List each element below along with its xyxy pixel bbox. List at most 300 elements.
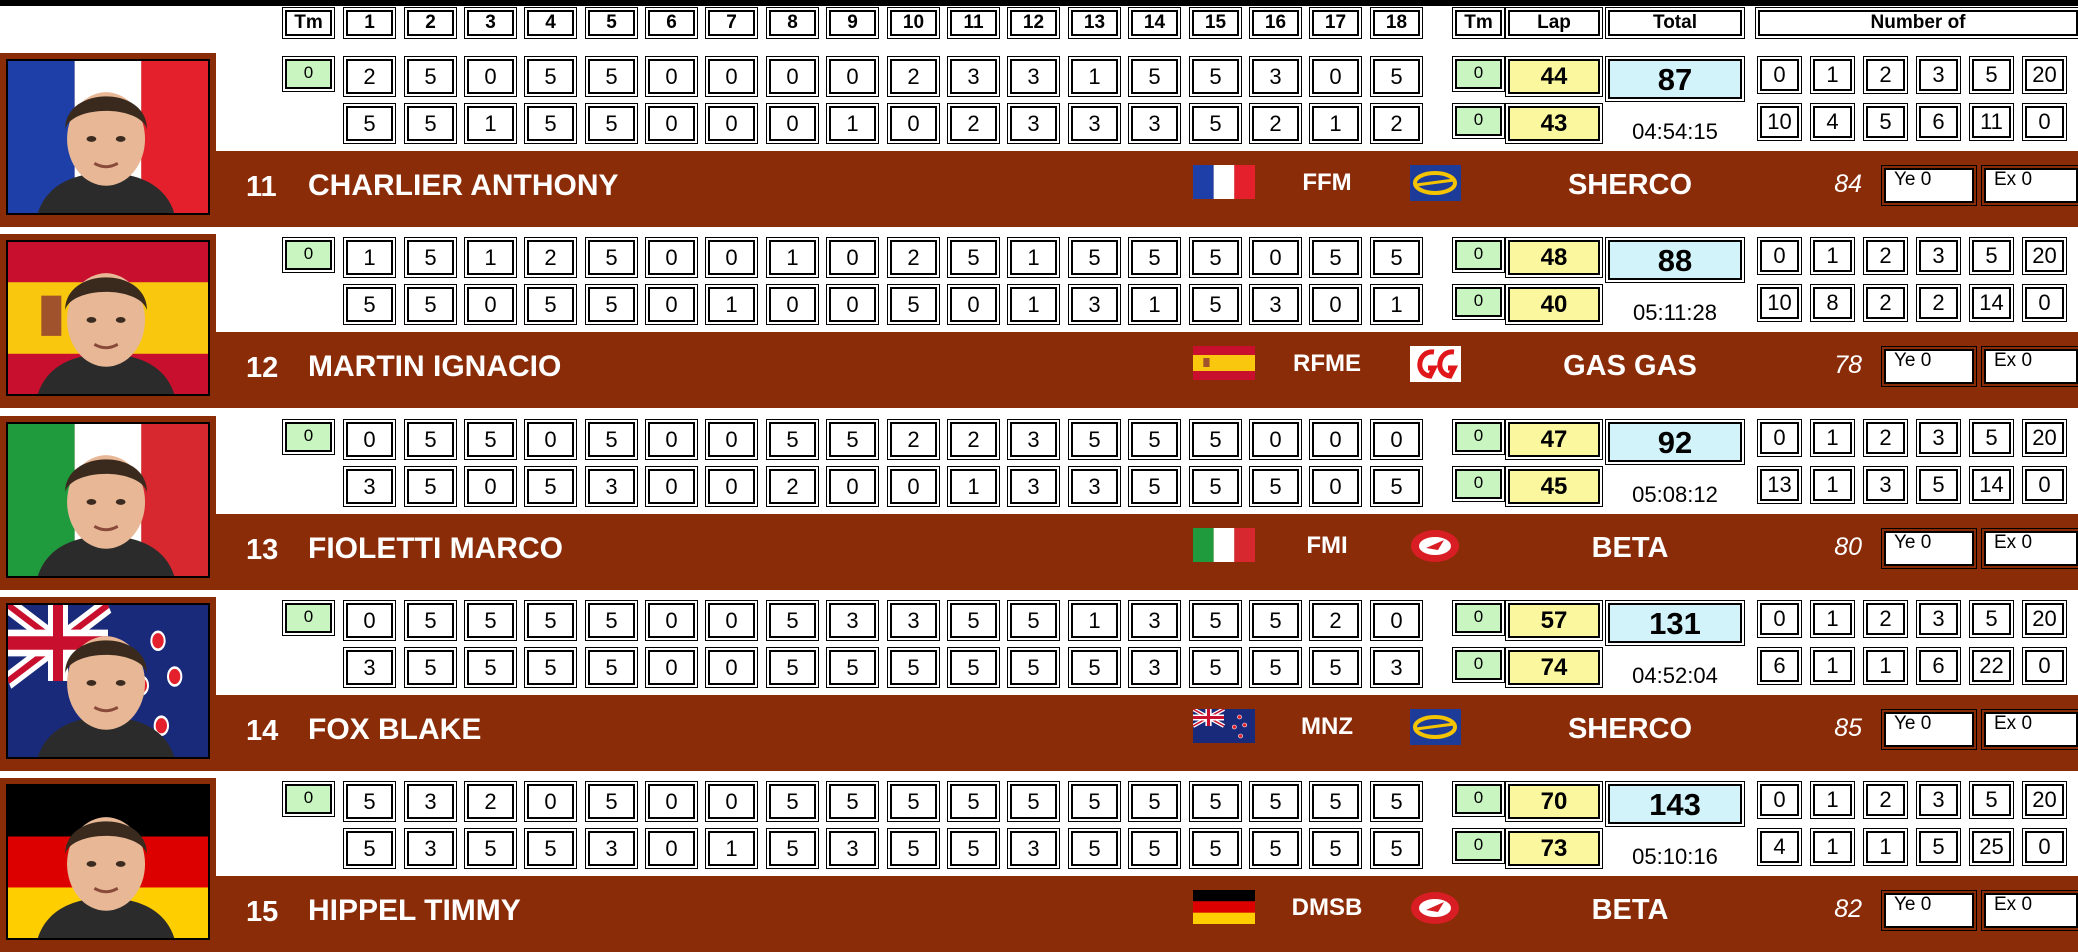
- brand-name: BETA: [1591, 894, 1669, 926]
- count-value: 5: [1919, 469, 1958, 501]
- lap1-section-score: 5: [1192, 422, 1239, 457]
- header-section-12: 12: [1010, 10, 1057, 36]
- lap2-section-score: 5: [407, 106, 454, 141]
- lap2-section-score: 0: [890, 106, 937, 141]
- lap1-section-score: 0: [648, 422, 695, 457]
- count-value: 4: [1760, 831, 1799, 863]
- count-label-5: 5: [1972, 784, 2011, 816]
- ride-time: 05:11:28: [1632, 300, 1717, 325]
- lap2-section-score: 0: [1312, 287, 1359, 322]
- count-value: 0: [2025, 469, 2064, 501]
- rider-face-image: [8, 605, 208, 757]
- count-label-5: 5: [1972, 240, 2011, 272]
- lap1-section-score: 5: [769, 603, 816, 638]
- lap1-section-score: 5: [1131, 422, 1178, 457]
- lap2-section-score: 0: [648, 106, 695, 141]
- lap2-section-score: 3: [346, 469, 393, 504]
- lap2-section-score: 5: [527, 106, 574, 141]
- lap1-section-score: 5: [1071, 422, 1118, 457]
- lap1-section-score: 5: [1192, 240, 1239, 275]
- lap1-section-score: 0: [1373, 603, 1420, 638]
- lap2-section-score: 5: [1252, 650, 1299, 685]
- count-label-0: 0: [1760, 603, 1799, 635]
- lap2-section-score: 0: [708, 469, 755, 504]
- grand-total-cell: 131: [1608, 603, 1742, 643]
- count-value: 11: [1972, 106, 2011, 138]
- lap2-section-score: 0: [890, 469, 937, 504]
- lap1-tm-cell: 0: [285, 240, 332, 270]
- count-label-5: 5: [1972, 422, 2011, 454]
- lap2-section-score: 1: [829, 106, 876, 141]
- lap2-section-score: 0: [769, 106, 816, 141]
- exclusion-count: Ex 0: [1984, 531, 2078, 566]
- lap1-section-score: 0: [648, 59, 695, 94]
- lap1-tm2-cell: 0: [1455, 422, 1502, 452]
- top-bar: [0, 0, 2078, 6]
- lap2-section-score: 0: [467, 469, 514, 504]
- rider-photo: [6, 784, 210, 940]
- lap1-tm2-cell: 0: [1455, 603, 1502, 633]
- lap2-section-score: 5: [1010, 650, 1057, 685]
- rider-face-image: [8, 424, 208, 576]
- sherco-logo-icon: [1408, 707, 1463, 747]
- count-value: 8: [1813, 287, 1852, 319]
- rider-number: 12: [246, 352, 279, 384]
- count-label-20: 20: [2025, 59, 2064, 91]
- lap1-section-score: 5: [527, 603, 574, 638]
- lap2-section-score: 5: [1312, 650, 1359, 685]
- yellow-count: Ye 0: [1884, 168, 1974, 203]
- count-value: 5: [1919, 831, 1958, 863]
- lap1-section-score: 1: [346, 240, 393, 275]
- lap2-section-score: 5: [1252, 469, 1299, 504]
- lap2-section-score: 0: [829, 287, 876, 322]
- count-label-3: 3: [1919, 240, 1958, 272]
- lap1-section-score: 5: [407, 240, 454, 275]
- count-label-3: 3: [1919, 603, 1958, 635]
- lap1-section-score: 1: [467, 240, 514, 275]
- lap2-section-score: 0: [648, 831, 695, 866]
- lap2-section-score: 2: [1252, 106, 1299, 141]
- lap1-section-score: 0: [708, 59, 755, 94]
- lap2-total-cell: 74: [1508, 650, 1600, 685]
- lap1-section-score: 5: [1010, 603, 1057, 638]
- rider-points: 78: [1834, 351, 1862, 379]
- lap2-section-score: 5: [829, 650, 876, 685]
- rider-points: 84: [1834, 170, 1862, 198]
- rider-points: 82: [1834, 895, 1862, 923]
- lap1-section-score: 0: [527, 422, 574, 457]
- count-label-20: 20: [2025, 603, 2064, 635]
- lap1-section-score: 5: [1131, 240, 1178, 275]
- lap2-section-score: 5: [1071, 831, 1118, 866]
- lap1-section-score: 5: [527, 59, 574, 94]
- lap2-section-score: 1: [1131, 287, 1178, 322]
- header-section-7: 7: [708, 10, 755, 36]
- lap1-tm-cell: 0: [285, 422, 332, 452]
- lap1-section-score: 5: [829, 784, 876, 819]
- lap2-section-score: 5: [1373, 831, 1420, 866]
- exclusion-count: Ex 0: [1984, 168, 2078, 203]
- beta-logo-icon: [1408, 888, 1463, 928]
- count-value: 1: [1813, 831, 1852, 863]
- lap2-section-score: 5: [890, 650, 937, 685]
- lap1-section-score: 5: [1373, 784, 1420, 819]
- lap1-section-score: 0: [346, 422, 393, 457]
- rider-face-image: [8, 242, 208, 394]
- lap1-section-score: 5: [1010, 784, 1057, 819]
- rider-number: 14: [246, 715, 279, 747]
- federation: FFM: [1302, 169, 1352, 196]
- exclusion-count: Ex 0: [1984, 893, 2078, 928]
- lap1-section-score: 5: [588, 240, 635, 275]
- count-value: 0: [2025, 287, 2064, 319]
- lap2-section-score: 0: [648, 650, 695, 685]
- count-label-2: 2: [1866, 240, 1905, 272]
- lap1-total-cell: 48: [1508, 240, 1600, 275]
- count-value: 5: [1866, 106, 1905, 138]
- header-lap: Lap: [1508, 10, 1600, 36]
- count-label-1: 1: [1813, 59, 1852, 91]
- count-value: 10: [1760, 106, 1799, 138]
- grand-total-cell: 87: [1608, 59, 1742, 99]
- lap1-section-score: 5: [1192, 784, 1239, 819]
- lap1-section-score: 0: [708, 784, 755, 819]
- lap1-total-cell: 57: [1508, 603, 1600, 638]
- brand-name: SHERCO: [1567, 169, 1693, 201]
- lap1-section-score: 2: [890, 240, 937, 275]
- lap1-section-score: 5: [1252, 784, 1299, 819]
- header-section-11: 11: [950, 10, 997, 36]
- rider-photo: [6, 603, 210, 759]
- lap1-section-score: 2: [346, 59, 393, 94]
- lap1-section-score: 5: [407, 603, 454, 638]
- lap2-section-score: 5: [769, 831, 816, 866]
- lap1-section-score: 5: [829, 422, 876, 457]
- lap2-section-score: 5: [346, 106, 393, 141]
- lap2-section-score: 1: [1373, 287, 1420, 322]
- germany-flag-icon: [1193, 890, 1255, 924]
- header-section-3: 3: [467, 10, 514, 36]
- rider-name: CHARLIER ANTHONY: [308, 169, 619, 202]
- lap2-section-score: 5: [588, 287, 635, 322]
- lap1-section-score: 0: [829, 59, 876, 94]
- lap1-section-score: 0: [769, 59, 816, 94]
- lap2-section-score: 5: [467, 650, 514, 685]
- lap1-section-score: 0: [708, 422, 755, 457]
- lap2-section-score: 3: [1071, 469, 1118, 504]
- lap1-section-score: 3: [407, 784, 454, 819]
- lap1-section-score: 5: [588, 59, 635, 94]
- lap1-section-score: 3: [829, 603, 876, 638]
- lap2-section-score: 5: [1131, 831, 1178, 866]
- count-label-0: 0: [1760, 59, 1799, 91]
- lap2-section-score: 0: [708, 106, 755, 141]
- header-section-8: 8: [769, 10, 816, 36]
- lap2-section-score: 5: [1071, 650, 1118, 685]
- lap1-section-score: 0: [648, 784, 695, 819]
- lap2-section-score: 1: [467, 106, 514, 141]
- lap2-section-score: 5: [467, 831, 514, 866]
- count-value: 0: [2025, 106, 2064, 138]
- header-tm: Tm: [285, 10, 332, 36]
- rider-number: 13: [246, 534, 279, 566]
- ride-time: 05:08:12: [1632, 482, 1718, 507]
- lap1-section-score: 0: [1312, 59, 1359, 94]
- header-total: Total: [1608, 10, 1742, 36]
- lap1-section-score: 5: [588, 603, 635, 638]
- lap1-section-score: 2: [527, 240, 574, 275]
- lap2-section-score: 5: [346, 287, 393, 322]
- lap1-section-score: 0: [1373, 422, 1420, 457]
- lap1-section-score: 2: [890, 59, 937, 94]
- lap1-section-score: 5: [1312, 784, 1359, 819]
- lap2-section-score: 1: [1010, 287, 1057, 322]
- lap2-tm2-cell: 0: [1455, 469, 1502, 499]
- header-tm2: Tm: [1455, 10, 1502, 36]
- beta-logo-icon: [1408, 526, 1463, 566]
- brand-name: SHERCO: [1567, 713, 1693, 745]
- lap1-section-score: 5: [1312, 240, 1359, 275]
- ride-time: 05:10:16: [1632, 844, 1718, 869]
- yellow-count: Ye 0: [1884, 349, 1974, 384]
- lap2-section-score: 3: [1010, 831, 1057, 866]
- rider-photo: [6, 240, 210, 396]
- lap1-section-score: 5: [1373, 59, 1420, 94]
- lap1-section-score: 1: [1010, 240, 1057, 275]
- lap2-section-score: 3: [588, 831, 635, 866]
- lap1-section-score: 5: [588, 784, 635, 819]
- lap1-section-score: 5: [467, 603, 514, 638]
- exclusion-count: Ex 0: [1984, 349, 2078, 384]
- federation: FMI: [1306, 532, 1348, 559]
- lap1-section-score: 5: [407, 422, 454, 457]
- rider-row: [0, 778, 2078, 952]
- lap2-tm2-cell: 0: [1455, 287, 1502, 317]
- lap1-total-cell: 44: [1508, 59, 1600, 94]
- header-section-5: 5: [588, 10, 635, 36]
- lap2-section-score: 0: [829, 469, 876, 504]
- brand-name: BETA: [1591, 532, 1669, 564]
- lap1-section-score: 2: [950, 422, 997, 457]
- count-label-2: 2: [1866, 603, 1905, 635]
- count-value: 2: [1866, 287, 1905, 319]
- count-value: 3: [1866, 469, 1905, 501]
- lap1-tm-cell: 0: [285, 784, 332, 814]
- lap2-section-score: 5: [890, 831, 937, 866]
- lap2-section-score: 5: [890, 287, 937, 322]
- header-section-9: 9: [829, 10, 876, 36]
- count-label-1: 1: [1813, 784, 1852, 816]
- lap1-section-score: 3: [890, 603, 937, 638]
- lap1-section-score: 3: [1252, 59, 1299, 94]
- count-label-3: 3: [1919, 784, 1958, 816]
- lap1-section-score: 3: [1131, 603, 1178, 638]
- count-value: 14: [1972, 469, 2011, 501]
- rider-points: 85: [1834, 714, 1862, 742]
- count-label-2: 2: [1866, 784, 1905, 816]
- lap1-section-score: 5: [1373, 240, 1420, 275]
- header-section-4: 4: [527, 10, 574, 36]
- lap1-section-score: 0: [708, 603, 755, 638]
- rider-number: 15: [246, 896, 279, 928]
- grand-total-cell: 143: [1608, 784, 1742, 824]
- lap1-section-score: 0: [467, 59, 514, 94]
- count-value: 25: [1972, 831, 2011, 863]
- count-value: 6: [1919, 650, 1958, 682]
- lap2-section-score: 3: [346, 650, 393, 685]
- lap1-tm2-cell: 0: [1455, 784, 1502, 814]
- rider-name: MARTIN IGNACIO: [308, 350, 562, 383]
- count-value: 6: [1919, 106, 1958, 138]
- rider-points: 80: [1834, 533, 1862, 561]
- lap2-section-score: 3: [1131, 106, 1178, 141]
- lap2-section-score: 5: [950, 831, 997, 866]
- federation: DMSB: [1291, 894, 1363, 921]
- lap2-total-cell: 40: [1508, 287, 1600, 322]
- rider-row: [0, 53, 2078, 227]
- yellow-count: Ye 0: [1884, 531, 1974, 566]
- rider-row: [0, 416, 2078, 590]
- lap1-section-score: 5: [467, 422, 514, 457]
- lap1-section-score: 0: [829, 240, 876, 275]
- lap2-section-score: 5: [1373, 469, 1420, 504]
- header-number-of: Number of: [1758, 10, 2078, 36]
- lap1-total-cell: 70: [1508, 784, 1600, 819]
- federation: RFME: [1293, 350, 1361, 377]
- header-section-18: 18: [1373, 10, 1420, 36]
- lap2-section-score: 5: [1192, 106, 1239, 141]
- rider-photo: [6, 422, 210, 578]
- lap2-section-score: 0: [648, 469, 695, 504]
- lap1-section-score: 5: [890, 784, 937, 819]
- lap1-section-score: 5: [346, 784, 393, 819]
- lap1-tm2-cell: 0: [1455, 59, 1502, 89]
- count-label-5: 5: [1972, 603, 2011, 635]
- lap1-section-score: 0: [708, 240, 755, 275]
- count-value: 2: [1919, 287, 1958, 319]
- lap2-section-score: 0: [950, 287, 997, 322]
- lap1-tm-cell: 0: [285, 59, 332, 89]
- lap2-section-score: 5: [527, 469, 574, 504]
- lap1-section-score: 5: [407, 59, 454, 94]
- lap2-section-score: 5: [527, 287, 574, 322]
- lap1-section-score: 0: [346, 603, 393, 638]
- exclusion-count: Ex 0: [1984, 712, 2078, 747]
- lap1-section-score: 3: [950, 59, 997, 94]
- lap2-section-score: 3: [1252, 287, 1299, 322]
- header-section-15: 15: [1192, 10, 1239, 36]
- count-value: 14: [1972, 287, 2011, 319]
- lap1-tm-cell: 0: [285, 603, 332, 633]
- lap1-section-score: 5: [1192, 603, 1239, 638]
- count-label-2: 2: [1866, 59, 1905, 91]
- header-section-1: 1: [346, 10, 393, 36]
- lap1-section-score: 1: [769, 240, 816, 275]
- lap2-section-score: 5: [950, 650, 997, 685]
- france-flag-icon: [1193, 165, 1255, 199]
- lap1-section-score: 3: [1010, 422, 1057, 457]
- new-zealand-flag-icon: [1193, 709, 1255, 743]
- grand-total-cell: 88: [1608, 240, 1742, 280]
- lap1-section-score: 5: [1071, 784, 1118, 819]
- sherco-logo-icon: [1408, 163, 1463, 203]
- count-label-3: 3: [1919, 422, 1958, 454]
- rider-photo: [6, 59, 210, 215]
- header-section-2: 2: [407, 10, 454, 36]
- lap1-section-score: 5: [1131, 59, 1178, 94]
- rider-name: HIPPEL TIMMY: [308, 894, 521, 927]
- lap2-total-cell: 45: [1508, 469, 1600, 504]
- count-value: 6: [1760, 650, 1799, 682]
- lap2-section-score: 2: [769, 469, 816, 504]
- rider-number: 11: [246, 171, 277, 203]
- lap2-section-score: 1: [950, 469, 997, 504]
- lap2-section-score: 5: [1312, 831, 1359, 866]
- count-value: 1: [1813, 469, 1852, 501]
- rider-face-image: [8, 61, 208, 213]
- lap1-section-score: 5: [1071, 240, 1118, 275]
- lap2-section-score: 0: [1312, 469, 1359, 504]
- lap1-section-score: 5: [769, 422, 816, 457]
- lap1-section-score: 2: [467, 784, 514, 819]
- lap2-section-score: 5: [588, 650, 635, 685]
- brand-name: GAS GAS: [1563, 350, 1697, 382]
- rider-row: [0, 234, 2078, 408]
- italy-flag-icon: [1193, 528, 1255, 562]
- lap2-section-score: 1: [1312, 106, 1359, 141]
- lap1-section-score: 0: [527, 784, 574, 819]
- lap2-section-score: 3: [1071, 106, 1118, 141]
- gasgas-logo-icon: [1408, 344, 1463, 384]
- count-label-3: 3: [1919, 59, 1958, 91]
- lap1-section-score: 1: [1071, 59, 1118, 94]
- ride-time: 04:52:04: [1632, 663, 1718, 688]
- rider-name: FIOLETTI MARCO: [308, 532, 563, 565]
- count-value: 1: [1813, 650, 1852, 682]
- lap2-section-score: 5: [1192, 287, 1239, 322]
- header-section-10: 10: [890, 10, 937, 36]
- header-section-14: 14: [1131, 10, 1178, 36]
- lap2-section-score: 3: [1010, 106, 1057, 141]
- lap2-section-score: 5: [1192, 469, 1239, 504]
- lap2-section-score: 5: [407, 469, 454, 504]
- lap2-section-score: 5: [407, 287, 454, 322]
- lap2-section-score: 3: [1131, 650, 1178, 685]
- count-value: 1: [1866, 831, 1905, 863]
- lap1-section-score: 5: [769, 784, 816, 819]
- lap1-section-score: 0: [648, 603, 695, 638]
- lap1-section-score: 5: [950, 603, 997, 638]
- lap2-section-score: 5: [1192, 650, 1239, 685]
- lap2-section-score: 0: [708, 650, 755, 685]
- count-value: 1: [1866, 650, 1905, 682]
- count-label-20: 20: [2025, 422, 2064, 454]
- lap2-section-score: 5: [527, 650, 574, 685]
- count-label-0: 0: [1760, 784, 1799, 816]
- lap2-tm2-cell: 0: [1455, 106, 1502, 136]
- lap2-section-score: 3: [1010, 469, 1057, 504]
- lap2-section-score: 5: [1131, 469, 1178, 504]
- lap1-section-score: 5: [1192, 59, 1239, 94]
- header-section-16: 16: [1252, 10, 1299, 36]
- lap2-section-score: 1: [708, 287, 755, 322]
- lap2-section-score: 3: [1071, 287, 1118, 322]
- lap2-section-score: 2: [1373, 106, 1420, 141]
- count-value: 13: [1760, 469, 1799, 501]
- header-section-13: 13: [1071, 10, 1118, 36]
- lap2-section-score: 5: [588, 106, 635, 141]
